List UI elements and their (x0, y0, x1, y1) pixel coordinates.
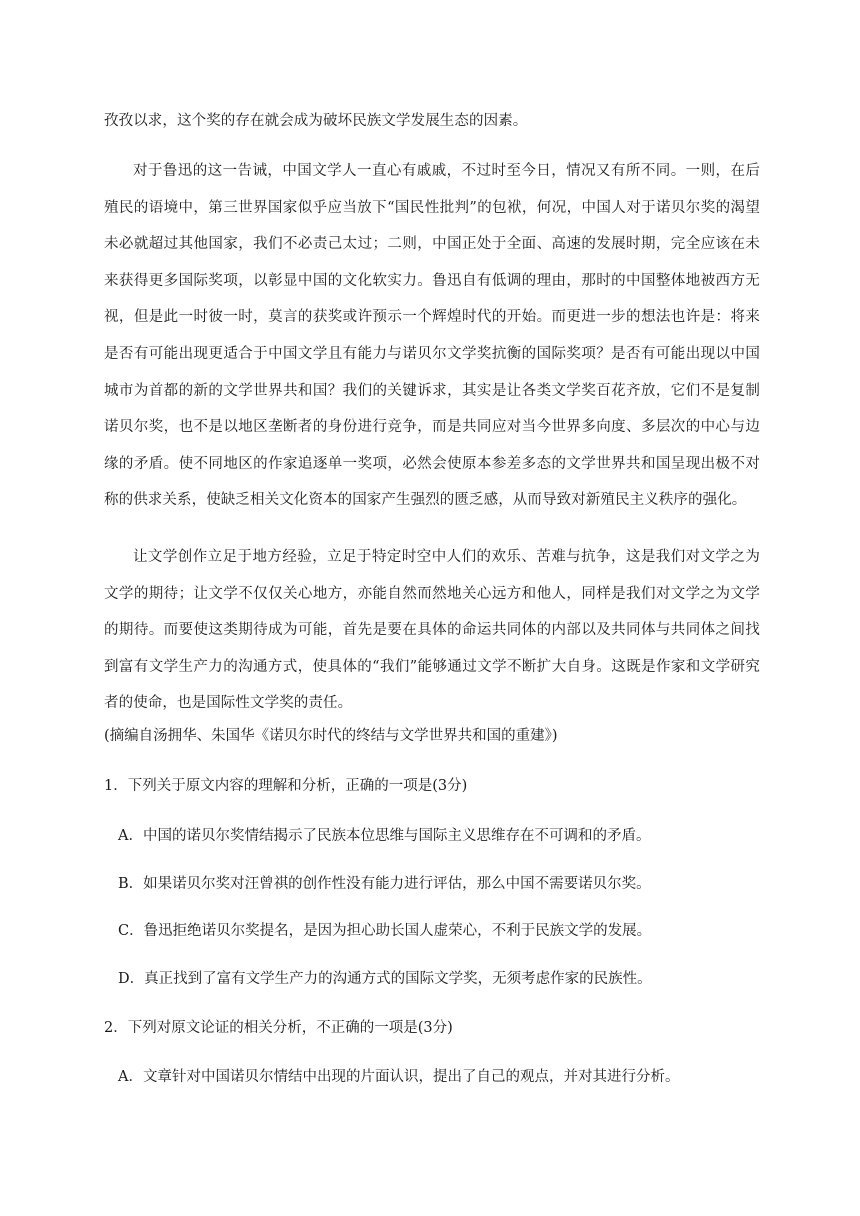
passage-paragraph-3: 让文学创作立足于地方经验，立足于特定时空中人们的欢乐、苦难与抗争，这是我们对文学之为文学的期待；让文学不仅仅关心地方，亦能自然而然地关心远方和他人，同样是我们对文学之为文学的期待。而要使这类期待成为可能，首先是要在具体的命运共同体的内部以及共同体与共同体之间找到富有文学生产力的沟通方式，使具体的“我们”能够通过文学不断扩大自身。这既是作家和文学研究者的使命，也是国际性文学奖的责任。 (104, 549, 760, 712)
passage-paragraph-continued: 孜孜以求，这个奖的存在就会成为破坏民族文学发展生态的因素。 (104, 113, 528, 129)
question-1-option-a: A．中国的诺贝尔奖情结揭示了民族本位思维与国际主义思维存在不可调和的矛盾。 (118, 828, 651, 844)
source-citation: (摘编自汤拥华、朱国华《诺贝尔时代的终结与文学世界共和国的重建》) (104, 728, 558, 744)
question-2-stem: 2．下列对原文论证的相关分析，不正确的一项是(3分) (104, 1020, 453, 1036)
question-1-option-d: D．真正找到了富有文学生产力的沟通方式的国际文学奖，无须考虑作家的民族性。 (118, 971, 652, 987)
question-1-stem: 1．下列关于原文内容的理解和分析，正确的一项是(3分) (104, 778, 468, 794)
passage-paragraph-2: 对于鲁迅的这一告诫，中国文学人一直心有戚戚，不过时至今日，情况又有所不同。一则，在后殖民的语境中，第三世界国家似乎应当放下“国民性批判”的包袱，何况，中国人对于诺贝尔奖的渴望未必就超过其他国家，我们不必责己太过；二则，中国正处于全面、高速的发展时期，完全应该在未来获得更多国际奖项，以彰显中国的文化软实力。鲁迅自有低调的理由，那时的中国整体地被西方无视，但是此一时彼一时，莫言的获奖或许预示一个辉煌时代的开始。而更进一步的想法也许是：将来是否有可能出现更适合于中国文学且有能力与诺贝尔文学奖抗衡的国际奖项？是否有可能出现以中国城市为首都的新的文学世界共和国？我们的关键诉求，其实是让各类文学奖百花齐放，它们不是复制诺贝尔奖，也不是以地区垄断者的身份进行竞争，而是共同应对当今世界多向度、多层次的中心与边缘的矛盾。使不同地区的作家追逐单一奖项，必然会使原本参差多态的文学世界共和国呈现出极不对称的供求关系，使缺乏相关文化资本的国家产生强烈的匮乏感，从而导致对新殖民主义秩序的强化。 (104, 163, 760, 509)
question-1-option-c: C．鲁迅拒绝诺贝尔奖提名，是因为担心助长国人虚荣心，不利于民族文学的发展。 (118, 923, 652, 939)
question-1-option-b: B．如果诺贝尔奖对汪曾祺的创作性没有能力进行评估，那么中国不需要诺贝尔奖。 (118, 876, 651, 892)
question-2-option-a: A．文章针对中国诺贝尔情结中出现的片面认识，提出了自己的观点，并对其进行分析。 (118, 1069, 680, 1085)
